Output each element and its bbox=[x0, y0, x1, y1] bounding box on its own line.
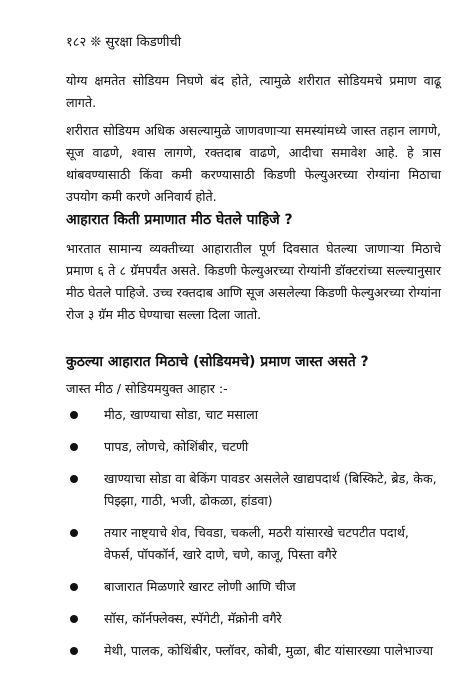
bullet-icon bbox=[70, 647, 78, 655]
list-item-text: तयार नाष्ट्याचे शेव, चिवडा, चकली, मठरी यांसारखे चटपटीत पदार्थ, वेफर्स, पॉपकॉर्न, खारे दाणे, चणे, काजू, पिस्ता वगैरे bbox=[104, 525, 409, 562]
list-item bbox=[66, 404, 441, 426]
section-heading-high-sodium-foods: कुठल्या आहारात मिठाचे (सोडियमचे) प्रमाण जास्त असते ? bbox=[66, 354, 369, 370]
list-item bbox=[66, 640, 441, 662]
bullet-icon bbox=[70, 475, 78, 483]
page-header: १८२ ❊ सुरक्षा किडणीची bbox=[66, 35, 182, 50]
bullet-icon bbox=[70, 615, 78, 623]
list-item bbox=[66, 522, 441, 566]
list-item bbox=[66, 608, 441, 630]
bullet-icon bbox=[70, 411, 78, 419]
list-item bbox=[66, 468, 441, 512]
paragraph-2: शरीरात सोडियम अधिक असल्यामुळे जाणवणाऱ्या समस्यांमध्ये जास्त तहान लागणे, सूज वाढणे, श्वास लागणे, रक्तदाब वाढणे, आदीचा समावेश आहे. हे त्रास थांबवण्यासाठी किंवा कमी करण्यासाठी किडणी फेल्युअरच्या रोग्यांना मिठाचा उपयोग कमी करणे अनिवार्य होते. bbox=[66, 123, 441, 204]
list-item-text: खाण्याचा सोडा वा बेकिंग पावडर असलेले खाद्यपदार्थ (बिस्किटे, ब्रेड, केक, पिझ्झा, गाठी, भजी, ढोकळा, हांडवा) bbox=[104, 471, 437, 508]
food-list bbox=[66, 404, 441, 672]
section-heading-salt-amount: आहारात किती प्रमाणात मीठ घेतले पाहिजे ? bbox=[66, 212, 293, 228]
list-item-text: बाजारात मिळणारे खारट लोणी आणि चीज bbox=[104, 579, 296, 594]
list-item bbox=[66, 576, 441, 598]
bullet-icon bbox=[70, 583, 78, 591]
bullet-icon bbox=[70, 443, 78, 451]
list-item-text: सॉस, कॉर्नफ्लेक्स, स्पॅगेटी, मॅक्रोनी वगैरे bbox=[104, 611, 282, 626]
paragraph-3: भारतात सामान्य व्यक्तीच्या आहारातील पूर्ण दिवसात घेतल्या जाणाऱ्या मिठाचे प्रमाण ६ ते ८ ग्रॅमपर्यंत असते. किडणी फेल्युअरच्या रोग्यांनी डॉक्टरांच्या सल्ल्यानुसार मीठ घेतले पाहिजे. उच्च रक्तदाब आणि सूज असलेल्या किडणी फेल्युअरच्या रोग्यांना रोज ३ ग्रॅम मीठ घेण्याचा सल्ला दिला जातो. bbox=[66, 241, 441, 322]
list-intro: जास्त मीठ / सोडियमयुक्त आहार :- bbox=[66, 381, 228, 396]
list-item-text: मीठ, खाण्याचा सोडा, चाट मसाला bbox=[104, 407, 258, 422]
bullet-icon bbox=[70, 529, 78, 537]
list-item-text: पापड, लोणचे, कोशिंबीर, चटणी bbox=[104, 439, 249, 454]
paragraph-1: योग्य क्षमतेत सोडियम निघणे बंद होते, त्यामुळे शरीरात सोडियमचे प्रमाण वाढू लागते. bbox=[66, 73, 441, 110]
list-item bbox=[66, 436, 441, 458]
list-item-text: मेथी, पालक, कोथिंबीर, फ्लॉवर, कोबी, मुळा, बीट यांसारख्या पालेभाज्या bbox=[104, 643, 434, 658]
